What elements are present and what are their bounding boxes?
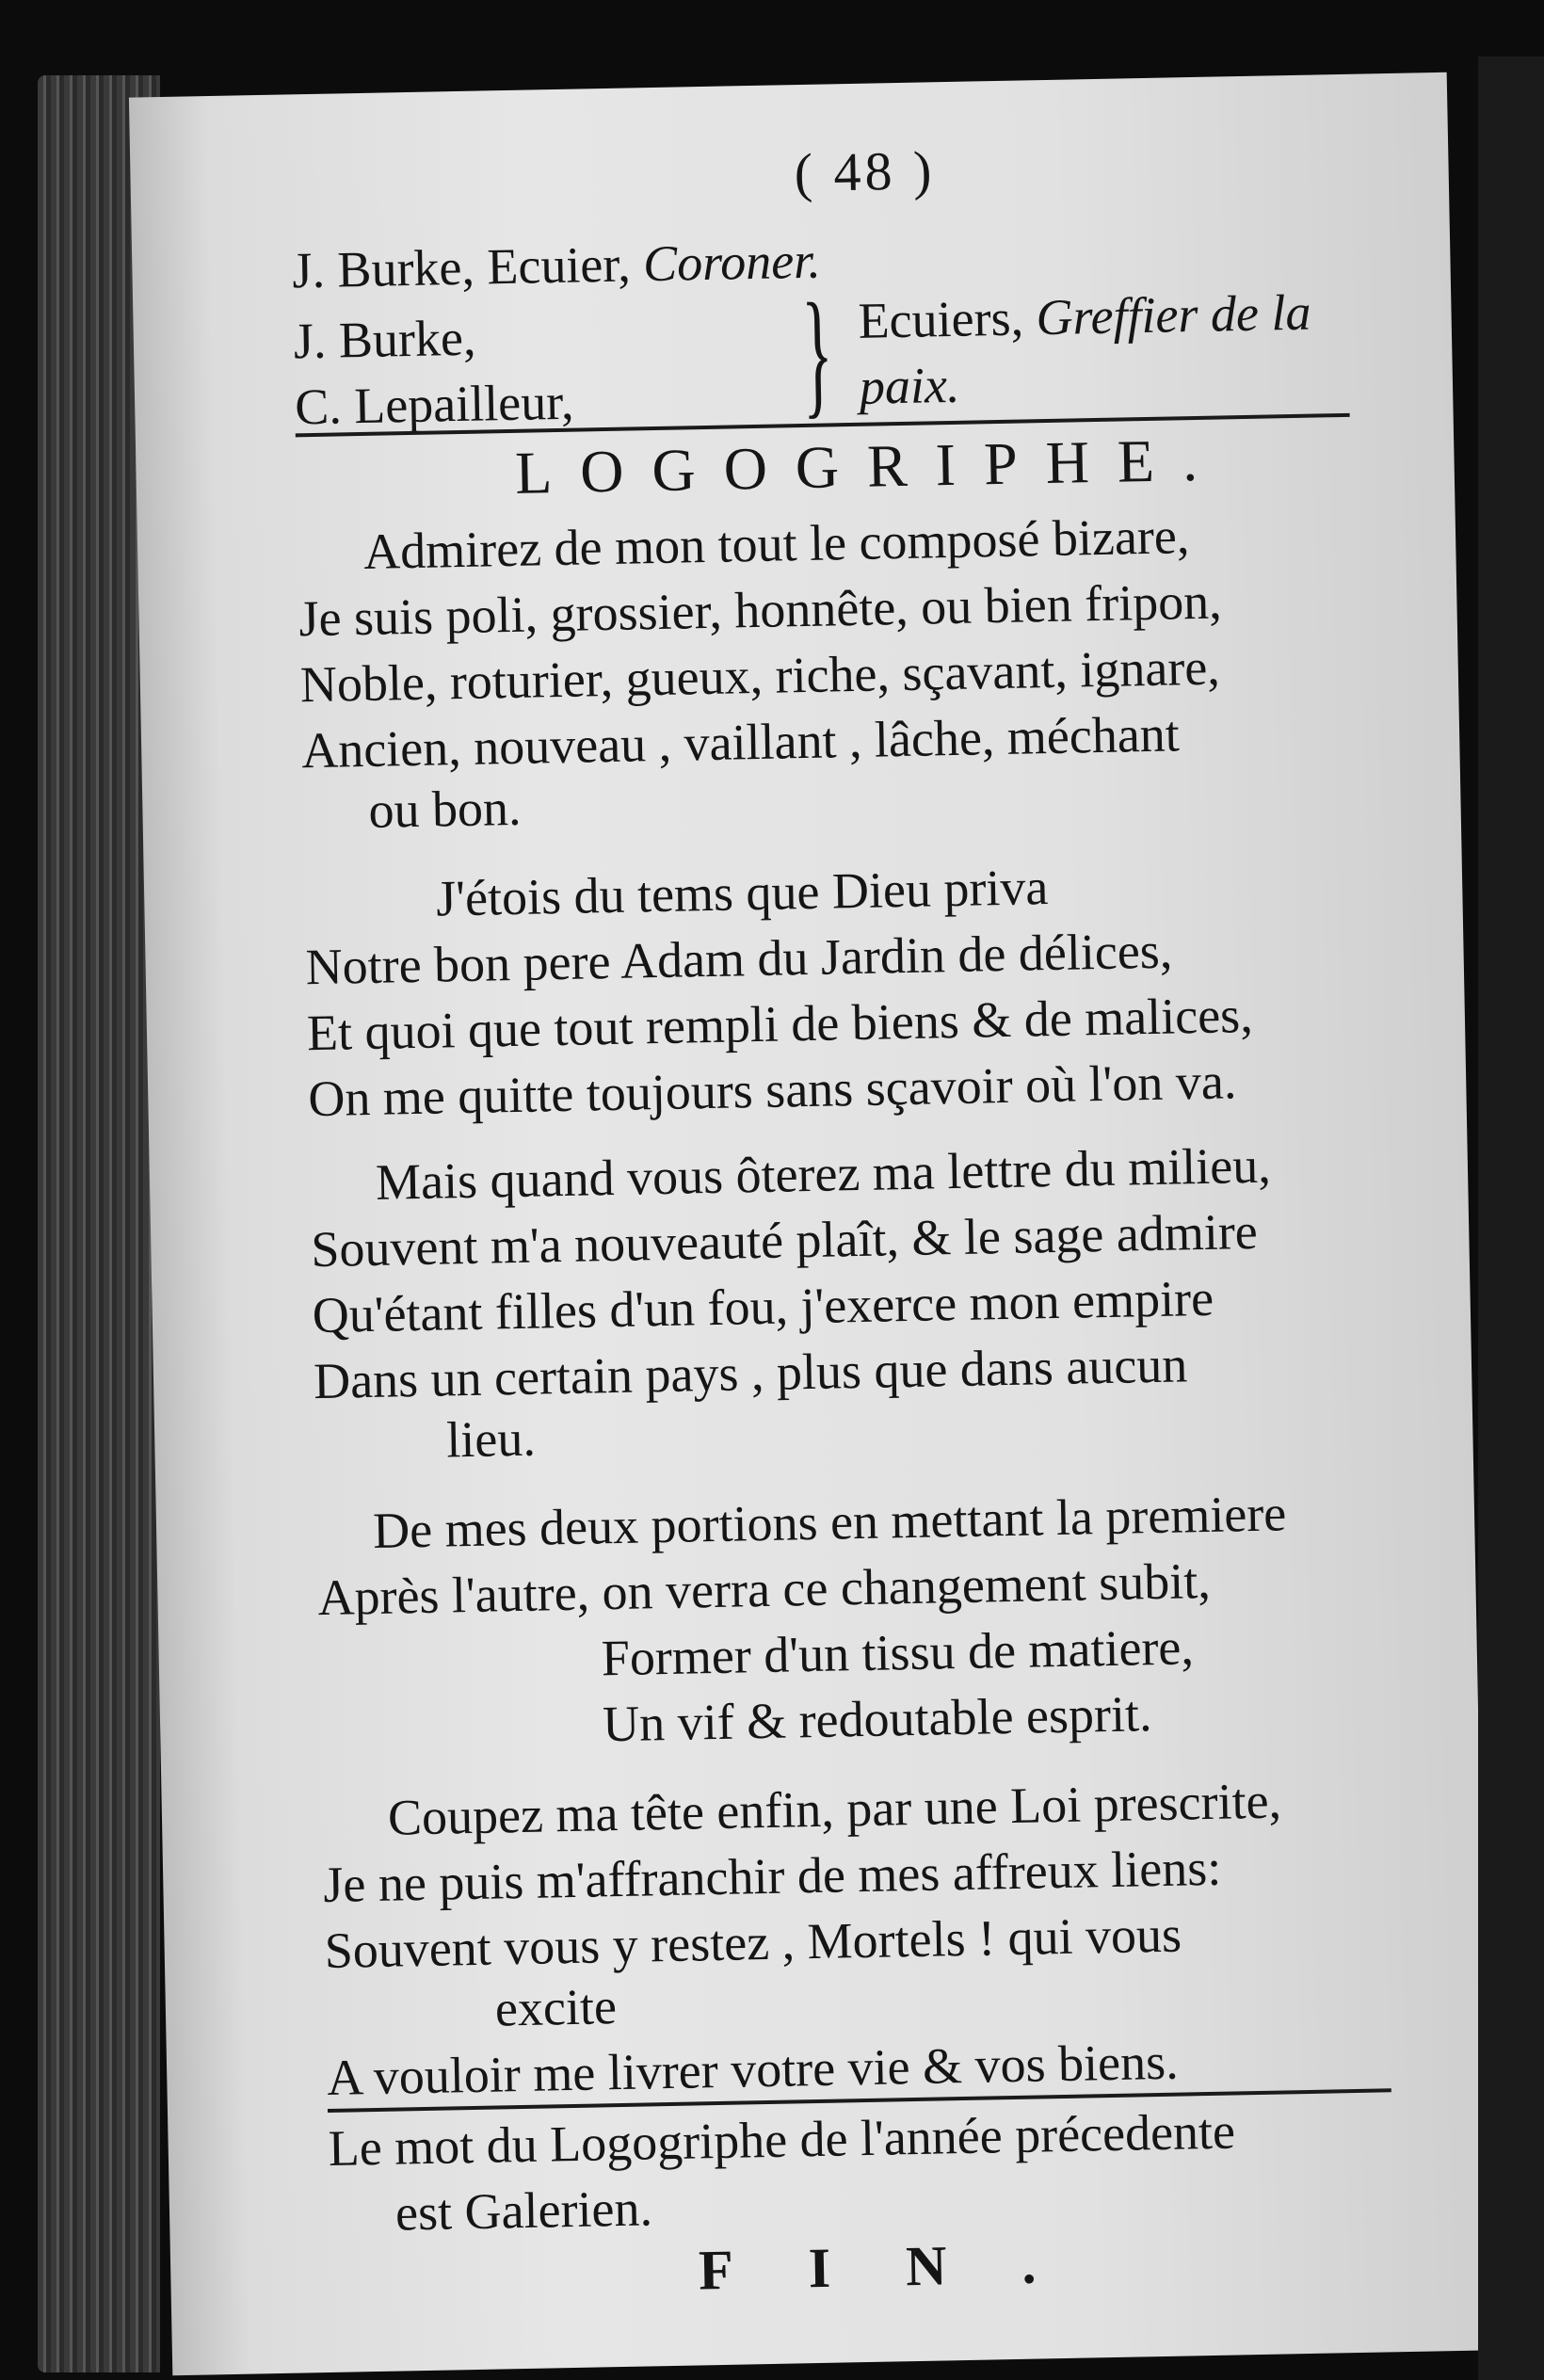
verse-line: Coupez ma tête enfin, par une Loi prescrite, [387,1772,1282,1846]
verse-line: Un vif & redoutable esprit. [602,1685,1152,1753]
answer-line-1: Le mot du Logogriphe de l'année précedente [328,2102,1236,2177]
verse-line: A vouloir me livrer votre vie & vos biens. [326,2033,1180,2107]
verse-line: Admirez de mon tout le composé bizare, [362,507,1190,580]
scan-frame-edge [1478,56,1544,2380]
verse-line: Je ne puis m'affranchir de mes affreux liens: [322,1839,1222,1914]
verse-line: excite [494,1978,618,2037]
officer-line-2: J. Burke, [293,309,476,370]
answer-line-2: est Galerien. [394,2179,653,2242]
page-content [290,129,1480,2302]
verse-line: Qu'étant filles d'un fou, j'exerce mon empire [312,1269,1214,1344]
officer-line-3: C. Lepailleur, [294,373,575,436]
page-number: ( 48 ) [794,139,936,204]
verse-line: On me quitte toujours sans sçavoir où l'on va. [307,1053,1237,1128]
verse-line: J'étois du tems que Dieu priva [435,859,1049,927]
shared-role-plain: Ecuiers, [858,289,1024,349]
logogriphe-title: LOGOGRIPHE. [514,426,1227,507]
officer-name-1: J. Burke, Ecuier, [291,235,632,299]
shared-role-line-1 [858,283,1311,349]
shared-role-line-2: paix. [859,356,960,415]
verse-line: Noble, roturier, gueux, riche, sçavant, ignare, [299,638,1221,714]
officer-role-1: Coroner. [642,232,822,293]
verse-line: Après l'autre, on verra ce changement subit, [316,1552,1212,1627]
fin-mark: FIN. [698,2231,1113,2302]
shared-role-italic: Greffier de la [1035,283,1311,346]
verse-line: Souvent m'a nouveauté plaît, & le sage admire [310,1202,1259,1278]
verse-line: De mes deux portions en mettant la premiere [372,1485,1287,1559]
brace-symbol: } [800,274,835,431]
verse-line: ou bon. [367,779,523,839]
officer-line-1 [291,232,822,299]
book-page [129,72,1490,2375]
verse-line: Souvent vous y restez , Mortels ! qui vous [324,1906,1182,1980]
verse-line: lieu. [445,1409,537,1469]
verse-line: Ancien, nouveau , vaillant , lâche, méchant [300,705,1181,780]
verse-line: Et quoi que tout rempli de biens & de malices, [306,986,1254,1062]
verse-line: Notre bon pere Adam du Jardin de délices, [305,922,1173,996]
verse-line: Je suis poli, grossier, honnête, ou bien fripon, [298,572,1223,648]
verse-line: Dans un certain pays , plus que dans aucun [313,1336,1188,1410]
verse-line: Former d'un tissu de matiere, [601,1618,1195,1687]
verse-line: Mais quand vous ôterez ma lettre du milieu, [375,1136,1272,1211]
